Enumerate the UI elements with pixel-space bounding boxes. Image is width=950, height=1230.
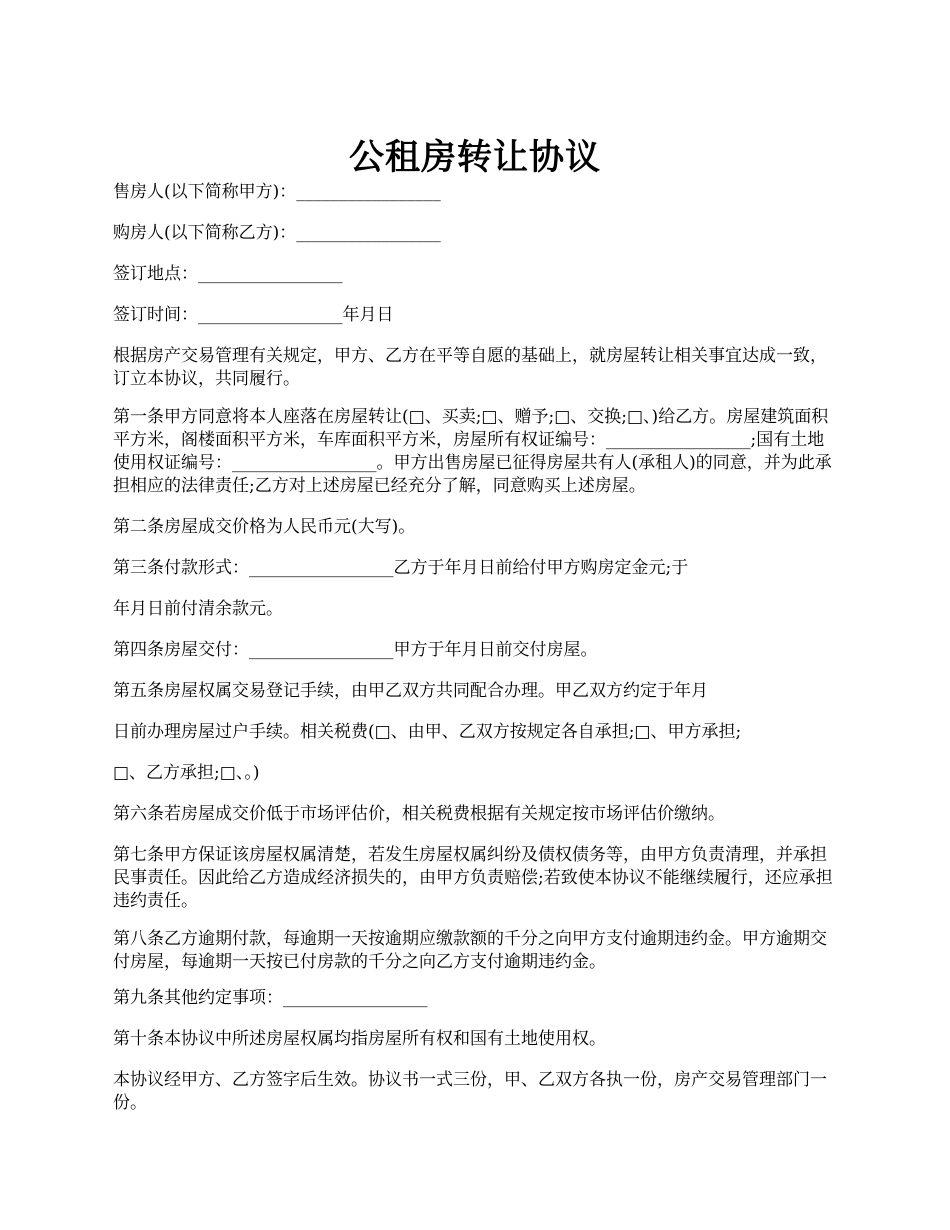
article-5-continuation: 日前办理房屋过户手续。相关税费(□、由甲、乙双方按规定各自承担;□、甲方承担; (113, 722, 742, 742)
article-3-continuation: 年月日前付清余款元。 (113, 599, 283, 619)
article-4-paragraph: 第四条房屋交付：_________________甲方于年月日前交付房屋。 (113, 640, 598, 660)
signing-time-line: 签订时间：_________________年月日 (113, 305, 394, 325)
article-9-paragraph: 第九条其他约定事项：_________________ (113, 988, 428, 1008)
article-3-paragraph: 第三条付款形式：_________________乙方于年月日前给付甲方购房定金元;于 (113, 558, 689, 578)
closing-paragraph: 本协议经甲方、乙方签字后生效。协议书一式三份，甲、乙双方各执一份，房产交易管理部门一份。 (113, 1070, 827, 1113)
preamble-paragraph: 根据房产交易管理有关规定，甲方、乙方在平等自愿的基础上，就房屋转让相关事宜达成一致，订立本协议，共同履行。 (113, 346, 827, 389)
article-6-paragraph: 第六条若房屋成交价低于市场评估价，相关税费根据有关规定按市场评估价缴纳。 (113, 804, 725, 824)
signing-place-line: 签订地点：_________________ (113, 264, 343, 284)
article-10-paragraph: 第十条本协议中所述房屋权属均指房屋所有权和国有土地使用权。 (113, 1029, 606, 1049)
article-1-paragraph: 第一条甲方同意将本人座落在房屋转让(□、买卖;□、赠予;□、交换;□、)给乙方。房屋建筑面积平方米，阁楼面积平方米，车库面积平方米，房屋所有权证编号：_________________;国有土地使用权证编号：_________________。甲方出售房屋已征得房屋共有人(承租人)的同意，并为此承担相应的法律责任;乙方对上述房屋已经充分了解，同意购买上述房屋。 (113, 407, 832, 496)
article-5-options: □、乙方承担;□、。) (113, 763, 260, 783)
article-5-paragraph: 第五条房屋权属交易登记手续，由甲乙双方共同配合办理。甲乙双方约定于年月 (113, 681, 708, 701)
article-7-paragraph: 第七条甲方保证该房屋权属清楚，若发生房屋权属纠纷及债权债务等，由甲方负责清理，并承担民事责任。因此给乙方造成经济损失的，由甲方负责赔偿;若致使本协议不能继续履行，还应承担违约责任。 (113, 845, 833, 911)
document-title: 公租房转让协议 (348, 137, 601, 179)
buyer-line: 购房人(以下简称乙方)：_________________ (113, 223, 441, 243)
article-8-paragraph: 第八条乙方逾期付款，每逾期一天按逾期应缴款额的千分之向甲方支付逾期违约金。甲方逾期交付房屋，每逾期一天按已付房款的千分之向乙方支付逾期违约金。 (113, 929, 827, 972)
seller-line: 售房人(以下简称甲方)：_________________ (113, 182, 441, 202)
article-2-paragraph: 第二条房屋成交价格为人民币元(大写)。 (113, 517, 416, 537)
